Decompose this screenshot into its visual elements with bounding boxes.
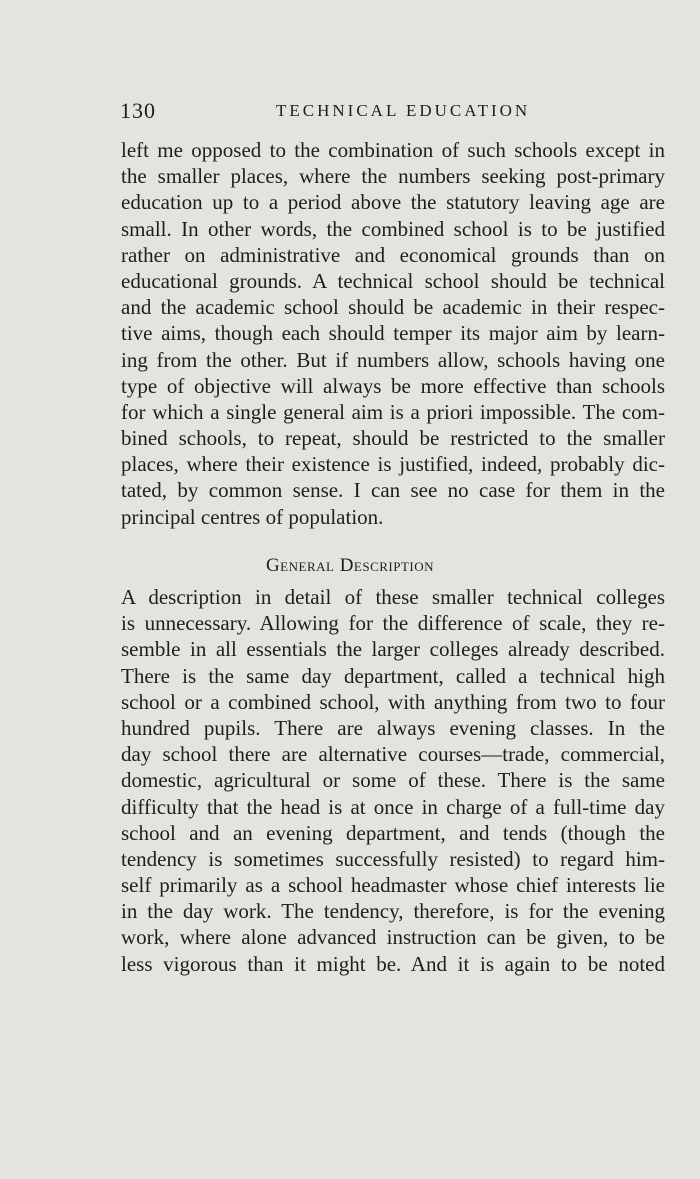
text-line: left me opposed to the combination of such schools except in [121,138,665,162]
text-line: tated, by common sense. I can see no case for them in the [121,478,665,503]
text-line: is unnecessary. Allowing for the difference of scale, they re- [121,611,665,636]
text-line: domestic, agricultural or some of these. There is the same [121,768,665,793]
text-line: ing from the other. But if numbers allow, schools having one [121,347,665,372]
text-line: small. In other words, the combined school is to be justified [121,216,665,241]
text-line: for which a single general aim is a priori impossible. The com- [121,399,665,424]
text-line: tive aims, though each should temper its major aim by learn- [121,321,665,346]
paragraph-2 [121,584,665,977]
text-line: self primarily as a school headmaster whose chief interests lie [121,873,665,898]
text-line: less vigorous than it might be. And it is again to be noted [121,951,665,976]
text-line: There is the same day department, called a technical high [121,663,665,688]
text-line: the smaller places, where the numbers seeking post-primary [121,164,665,189]
text-line: day school there are alternative courses—trade, commercial, [121,742,665,767]
text-line: type of objective will always be more effective than schools [121,373,665,398]
text-line: hundred pupils. There are always evening classes. In the [121,715,665,740]
page-number: 130 [120,98,156,123]
text-line: difficulty that the head is at once in charge of a full-time day [121,794,665,819]
text-line: places, where their existence is justified, indeed, probably dic- [121,452,665,477]
text-line: and the academic school should be academic in their respec- [121,295,665,320]
running-head [120,98,666,124]
text-line: in the day work. The tendency, therefore, is for the evening [121,899,665,924]
text-line: semble in all essentials the larger colleges already described. [121,637,665,662]
text-line: school or a combined school, with anything from two to four [121,689,665,714]
text-line: education up to a period above the statutory leaving age are [121,190,665,215]
text-line: educational grounds. A technical school should be technical [121,268,665,293]
paragraph-1 [121,137,665,530]
running-title: TECHNICAL EDUCATION [276,101,531,120]
text-line: principal centres of population. [121,504,384,529]
text-line: tendency is sometimes successfully resisted) to regard him- [121,846,665,871]
text-line: work, where alone advanced instruction can be given, to be [121,925,665,950]
section-heading: General Description [265,555,435,576]
text-line: bined schools, to repeat, should be restricted to the smaller [121,426,665,451]
text-line: A description in detail of these smaller technical colleges [121,585,665,609]
text-line: rather on administrative and economical grounds than on [121,242,665,267]
text-line: school and an evening department, and tends (though the [121,820,665,845]
